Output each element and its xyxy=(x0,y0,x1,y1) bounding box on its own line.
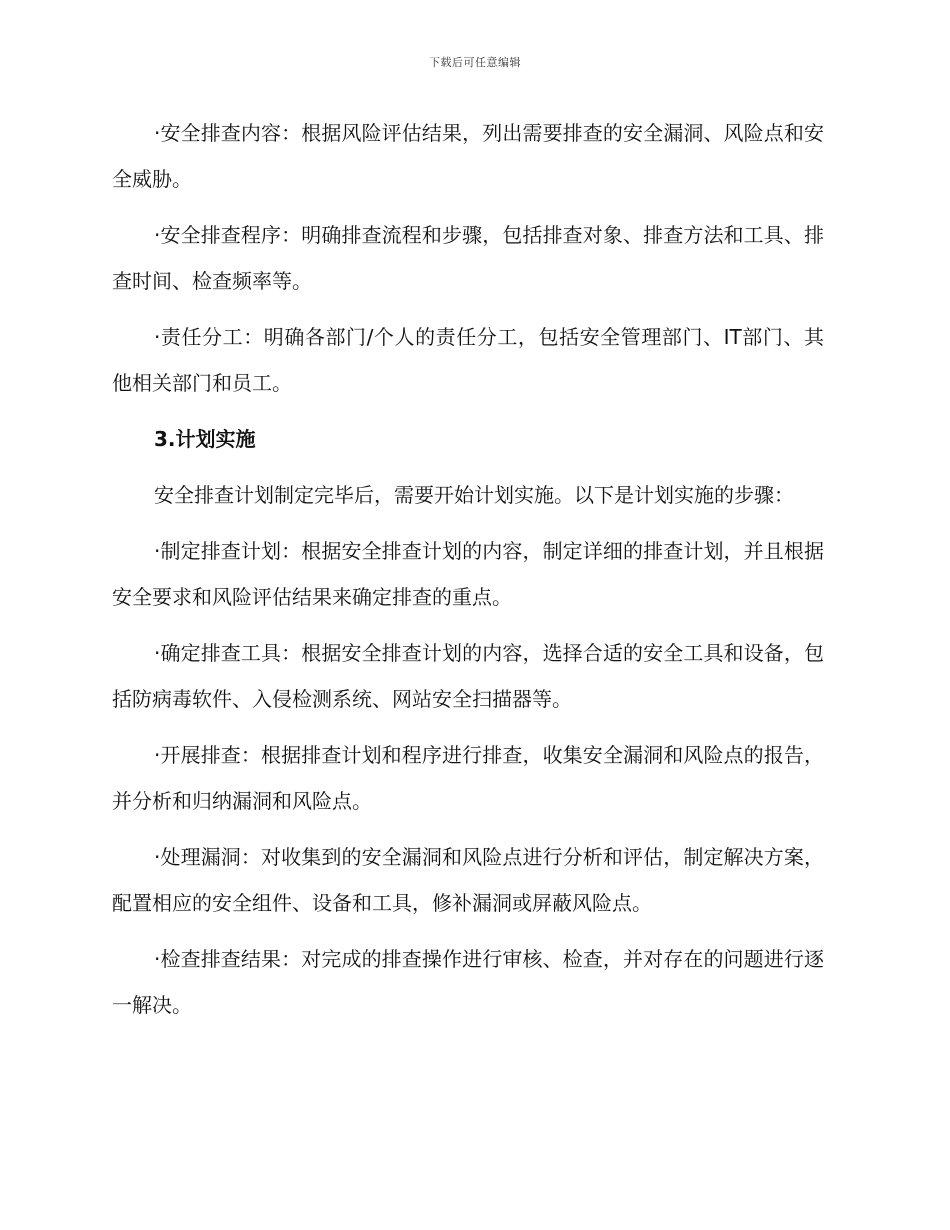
section-heading: 3.计划实施 xyxy=(154,427,256,451)
bullet-paragraph: ·确定排查工具：根据安全排查计划的内容，选择合适的安全工具和设备，包括防病毒软件、入侵检测系统、网站安全扫描器等。 xyxy=(112,641,824,711)
bullet-paragraph: ·安全排查程序：明确排查流程和步骤，包括排查对象、排查方法和工具、排查时间、检查频率等。 xyxy=(112,223,824,293)
document-body xyxy=(112,110,824,1038)
bullet-paragraph: ·开展排查：根据排查计划和程序进行排查，收集安全漏洞和风险点的报告，并分析和归纳漏洞和风险点。 xyxy=(112,743,824,813)
bullet-paragraph: ·制定排查计划：根据安全排查计划的内容，制定详细的排查计划，并且根据安全要求和风险评估结果来确定排查的重点。 xyxy=(112,539,824,609)
bullet-paragraph: ·责任分工：明确各部门/个人的责任分工，包括安全管理部门、IT部门、其他相关部门和员工。 xyxy=(112,325,824,395)
intro-paragraph: 安全排查计划制定完毕后，需要开始计划实施。以下是计划实施的步骤： xyxy=(154,483,794,507)
bullet-paragraph: ·安全排查内容：根据风险评估结果，列出需要排查的安全漏洞、风险点和安全威胁。 xyxy=(112,121,824,191)
page-header: 下载后可任意编辑 xyxy=(429,56,521,69)
bullet-paragraph: ·检查排查结果：对完成的排查操作进行审核、检查，并对存在的问题进行逐一解决。 xyxy=(112,947,824,1017)
bullet-paragraph: ·处理漏洞：对收集到的安全漏洞和风险点进行分析和评估，制定解决方案，配置相应的安全组件、设备和工具，修补漏洞或屏蔽风险点。 xyxy=(112,845,824,915)
